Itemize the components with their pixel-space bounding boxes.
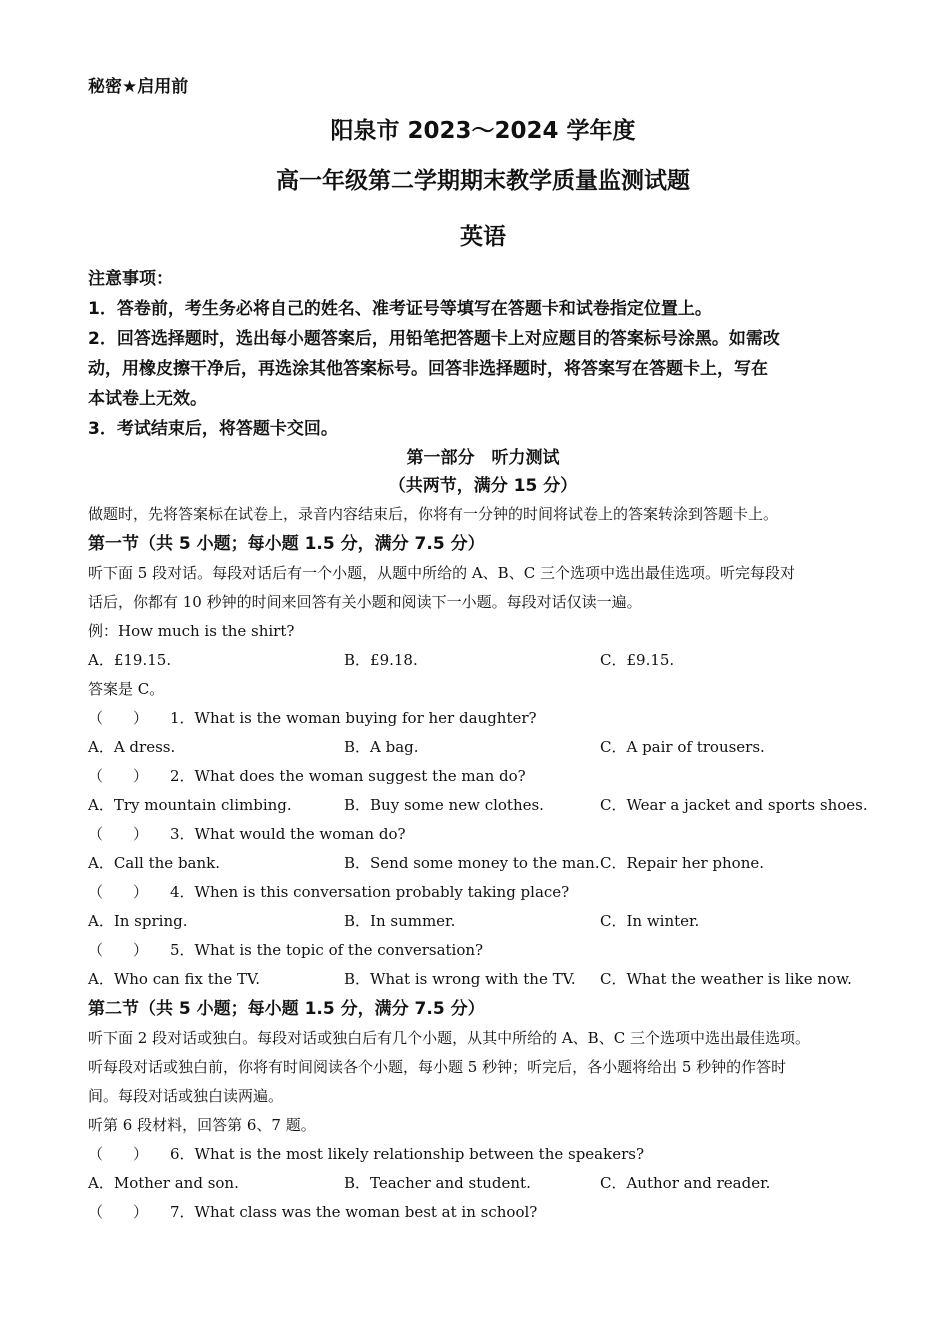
example-answer: 答案是 C。 — [88, 680, 165, 698]
option-a: A．Mother and son. — [88, 1174, 239, 1192]
answer-blank: （ ） — [88, 825, 149, 843]
option-a: A．In spring. — [88, 912, 188, 930]
section1-heading: 第一节（共 5 小题；每小题 1.5 分，满分 7.5 分） — [88, 534, 485, 554]
question-options — [88, 1169, 878, 1198]
section2-instructions: 听每段对话或独白前，你将有时间阅读各个小题，每小题 5 秒钟；听完后，各小题将给出 5 秒钟的作答时 — [88, 1058, 787, 1076]
option-c: C．A pair of trousers. — [600, 738, 765, 756]
question-text: 1．What is the woman buying for her daughter? — [170, 709, 537, 727]
section2-heading: 第二节（共 5 小题；每小题 1.5 分，满分 7.5 分） — [88, 999, 485, 1019]
notes-block — [88, 264, 878, 444]
note-line: 3．考试结束后，将答题卡交回。 — [88, 419, 338, 439]
question-text: 3．What would the woman do? — [170, 825, 406, 843]
material-note: 听第 6 段材料，回答第 6、7 题。 — [88, 1116, 316, 1134]
option-a: A．Try mountain climbing. — [88, 796, 292, 814]
option-b: B．Teacher and student. — [344, 1174, 531, 1192]
question-text: 6．What is the most likely relationship between the speakers? — [170, 1145, 644, 1163]
answer-blank: （ ） — [88, 883, 149, 901]
part1-subtitle: （共两节，满分 15 分） — [388, 476, 578, 496]
notes-heading: 注意事项： — [88, 269, 173, 289]
question — [88, 762, 878, 791]
part1-title: 第一部分 听力测试 — [406, 448, 560, 468]
answer-blank: （ ） — [88, 1203, 149, 1221]
question-options — [88, 733, 878, 762]
question — [88, 936, 878, 965]
answer-blank: （ ） — [88, 941, 149, 959]
exam-subject: 英语 — [460, 224, 506, 250]
option-a: A．Who can fix the TV. — [88, 970, 261, 988]
question — [88, 1198, 878, 1227]
question — [88, 1140, 878, 1169]
section1-instructions: 话后，你都有 10 秒钟的时间来回答有关小题和阅读下一小题。每段对话仅读一遍。 — [88, 593, 642, 611]
answer-blank: （ ） — [88, 767, 149, 785]
note-line: 动，用橡皮擦干净后，再选涂其他答案标号。回答非选择题时，将答案写在答题卡上，写在 — [88, 359, 768, 379]
option-b: B．Buy some new clothes. — [344, 796, 544, 814]
question — [88, 704, 878, 733]
option-b: B．In summer. — [344, 912, 456, 930]
option-b: B．Send some money to the man. — [344, 854, 600, 872]
question — [88, 878, 878, 907]
exam-page — [88, 72, 878, 1227]
option-c: C．Repair her phone. — [600, 854, 765, 872]
answer-blank: （ ） — [88, 1145, 149, 1163]
option-b: B．£9.18. — [344, 651, 418, 669]
option-a: A．£19.15. — [88, 651, 172, 669]
section2-instructions: 听下面 2 段对话或独白。每段对话或独白后有几个小题，从其中所给的 A、B、C 三个选项中选出最佳选项。 — [88, 1029, 810, 1047]
question-text: 7．What class was the woman best at in school? — [170, 1203, 538, 1221]
section1-instructions: 听下面 5 段对话。每段对话后有一个小题，从题中所给的 A、B、C 三个选项中选出最佳选项。听完每段对 — [88, 564, 795, 582]
question-text: 4．When is this conversation probably taking place? — [170, 883, 570, 901]
option-c: C．What the weather is like now. — [600, 970, 852, 988]
example-options — [88, 646, 878, 675]
question-options — [88, 849, 878, 878]
option-b: B．What is wrong with the TV. — [344, 970, 576, 988]
option-a: A．A dress. — [88, 738, 176, 756]
option-c: C．Wear a jacket and sports shoes. — [600, 796, 868, 814]
option-c: C．£9.15. — [600, 651, 675, 669]
answer-blank: （ ） — [88, 709, 149, 727]
option-c: C．In winter. — [600, 912, 700, 930]
option-a: A．Call the bank. — [88, 854, 221, 872]
question-text: 5．What is the topic of the conversation? — [170, 941, 484, 959]
section2-instructions: 间。每段对话或独白读两遍。 — [88, 1087, 284, 1105]
question-options — [88, 791, 878, 820]
note-line: 本试卷上无效。 — [88, 389, 207, 409]
question — [88, 820, 878, 849]
option-b: B．A bag. — [344, 738, 419, 756]
exam-title-name: 高一年级第二学期期末教学质量监测试题 — [276, 168, 690, 194]
note-line: 1．答卷前，考生务必将自己的姓名、准考证号等填写在答题卡和试卷指定位置上。 — [88, 299, 712, 319]
confidential-label: 秘密★启用前 — [88, 77, 189, 97]
note-line: 2．回答选择题时，选出每小题答案后，用铅笔把答题卡上对应题目的答案标号涂黑。如需改 — [88, 329, 780, 349]
option-c: C．Author and reader. — [600, 1174, 771, 1192]
exam-title-year: 阳泉市 2023～2024 学年度 — [330, 118, 636, 144]
question-options — [88, 965, 878, 994]
question-text: 2．What does the woman suggest the man do? — [170, 767, 526, 785]
question-options — [88, 907, 878, 936]
example-question: 例：How much is the shirt? — [88, 622, 295, 640]
part1-intro: 做题时，先将答案标在试卷上，录音内容结束后，你将有一分钟的时间将试卷上的答案转涂到答题卡上。 — [88, 505, 779, 523]
